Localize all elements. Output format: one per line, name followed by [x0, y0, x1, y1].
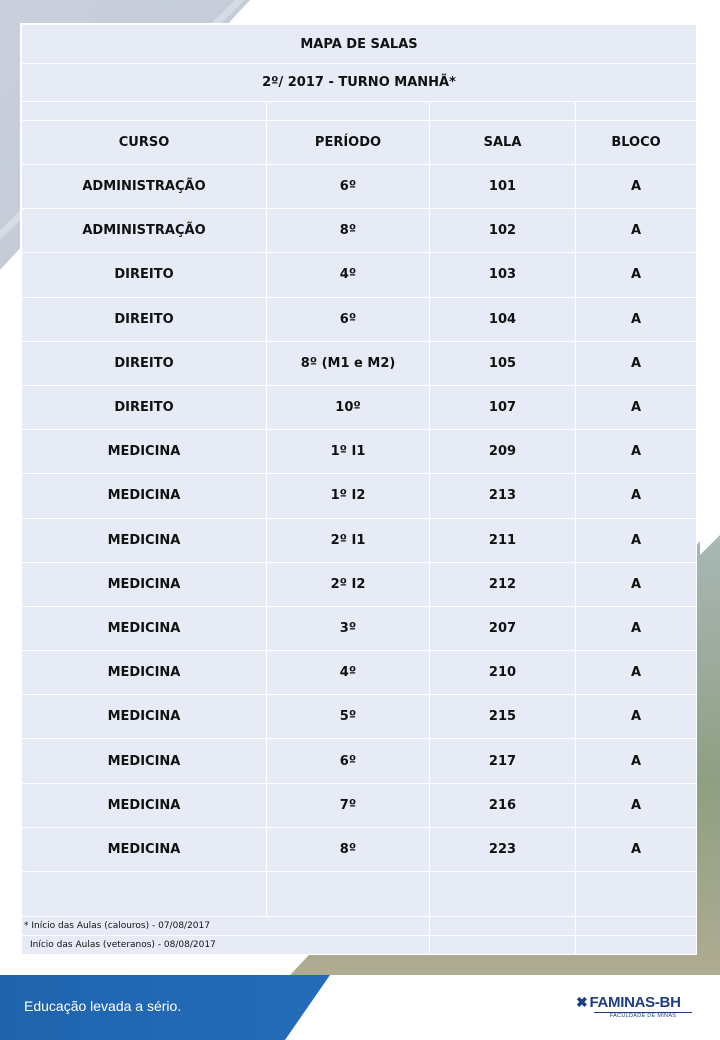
table-row — [22, 474, 697, 518]
logo-wordmark — [576, 994, 694, 1011]
cell-curso: DIREITO — [22, 385, 267, 429]
empty-cell — [576, 917, 697, 936]
spacer-row — [22, 102, 697, 121]
cell-periodo: 6º — [267, 739, 430, 783]
note-row — [22, 936, 697, 955]
cell-periodo: 1º I1 — [267, 430, 430, 474]
logo-text: FAMINAS-BH — [589, 994, 681, 1011]
cell-bloco: A — [576, 385, 697, 429]
cell-bloco: A — [576, 253, 697, 297]
empty-cell — [430, 872, 576, 917]
cell-sala: 102 — [430, 209, 576, 253]
cell-bloco: A — [576, 739, 697, 783]
cell-sala: 217 — [430, 739, 576, 783]
empty-row — [22, 872, 697, 917]
cell-periodo: 10º — [267, 385, 430, 429]
logo-subtext: FACULDADE DE MINAS — [594, 1012, 692, 1019]
cell-curso: DIREITO — [22, 341, 267, 385]
cell-periodo: 6º — [267, 297, 430, 341]
table-row — [22, 253, 697, 297]
empty-cell — [576, 936, 697, 955]
cell-bloco: A — [576, 606, 697, 650]
table-row — [22, 430, 697, 474]
room-map-table — [21, 24, 697, 955]
empty-cell — [22, 872, 267, 917]
cell-curso: MEDICINA — [22, 739, 267, 783]
note-veteranos: Início das Aulas (veteranos) - 08/08/2017 — [22, 936, 430, 955]
header-curso: CURSO — [22, 121, 267, 165]
title-row — [22, 25, 697, 64]
cell-sala: 216 — [430, 783, 576, 827]
cell-bloco: A — [576, 562, 697, 606]
table-row — [22, 341, 697, 385]
cell-curso: ADMINISTRAÇÃO — [22, 209, 267, 253]
cell-bloco: A — [576, 518, 697, 562]
cell-curso: MEDICINA — [22, 606, 267, 650]
cell-sala: 103 — [430, 253, 576, 297]
header-periodo: PERÍODO — [267, 121, 430, 165]
cell-periodo: 4º — [267, 253, 430, 297]
cell-curso: MEDICINA — [22, 474, 267, 518]
cell-bloco: A — [576, 827, 697, 871]
cell-sala: 215 — [430, 695, 576, 739]
empty-cell — [267, 872, 430, 917]
cell-bloco: A — [576, 430, 697, 474]
note-calouros: * Início das Aulas (calouros) - 07/08/2017 — [22, 917, 430, 936]
cell-periodo: 5º — [267, 695, 430, 739]
spacer-cell — [430, 102, 576, 121]
table-row — [22, 297, 697, 341]
cell-bloco: A — [576, 165, 697, 209]
subtitle-row — [22, 64, 697, 102]
cell-periodo: 7º — [267, 783, 430, 827]
page-subtitle: 2º/ 2017 - TURNO MANHÃ* — [22, 64, 697, 102]
cell-curso: MEDICINA — [22, 430, 267, 474]
cell-bloco: A — [576, 297, 697, 341]
cell-bloco: A — [576, 783, 697, 827]
table-row — [22, 827, 697, 871]
footer-slogan: Educação levada a sério. — [24, 998, 182, 1014]
cell-bloco: A — [576, 695, 697, 739]
cell-bloco: A — [576, 341, 697, 385]
cell-curso: MEDICINA — [22, 695, 267, 739]
cell-sala: 209 — [430, 430, 576, 474]
cell-periodo: 8º (M1 e M2) — [267, 341, 430, 385]
cell-bloco: A — [576, 209, 697, 253]
table-row — [22, 562, 697, 606]
cell-sala: 223 — [430, 827, 576, 871]
cell-periodo: 2º I2 — [267, 562, 430, 606]
page-title: MAPA DE SALAS — [22, 25, 697, 64]
cell-periodo: 8º — [267, 827, 430, 871]
cell-sala: 212 — [430, 562, 576, 606]
cell-sala: 211 — [430, 518, 576, 562]
room-map-sheet — [20, 23, 697, 955]
cell-periodo: 3º — [267, 606, 430, 650]
cell-sala: 101 — [430, 165, 576, 209]
cell-sala: 105 — [430, 341, 576, 385]
cell-bloco: A — [576, 651, 697, 695]
cell-periodo: 2º I1 — [267, 518, 430, 562]
note-row — [22, 917, 697, 936]
table-row — [22, 209, 697, 253]
cell-curso: DIREITO — [22, 253, 267, 297]
cell-curso: MEDICINA — [22, 827, 267, 871]
cell-periodo: 1º I2 — [267, 474, 430, 518]
empty-cell — [576, 872, 697, 917]
cell-periodo: 4º — [267, 651, 430, 695]
cell-sala: 213 — [430, 474, 576, 518]
cell-curso: MEDICINA — [22, 783, 267, 827]
cell-sala: 210 — [430, 651, 576, 695]
spacer-cell — [576, 102, 697, 121]
cell-curso: ADMINISTRAÇÃO — [22, 165, 267, 209]
cell-curso: MEDICINA — [22, 651, 267, 695]
table-row — [22, 606, 697, 650]
table-row — [22, 651, 697, 695]
header-row — [22, 121, 697, 165]
cell-sala: 104 — [430, 297, 576, 341]
table-row — [22, 695, 697, 739]
empty-cell — [430, 917, 576, 936]
table-row — [22, 165, 697, 209]
cell-curso: DIREITO — [22, 297, 267, 341]
header-bloco: BLOCO — [576, 121, 697, 165]
cell-curso: MEDICINA — [22, 518, 267, 562]
cell-sala: 207 — [430, 606, 576, 650]
table-row — [22, 783, 697, 827]
faminas-logo — [576, 994, 694, 1022]
spacer-cell — [267, 102, 430, 121]
cell-sala: 107 — [430, 385, 576, 429]
cell-curso: MEDICINA — [22, 562, 267, 606]
table-row — [22, 518, 697, 562]
header-sala: SALA — [430, 121, 576, 165]
cell-bloco: A — [576, 474, 697, 518]
empty-cell — [430, 936, 576, 955]
spacer-cell — [22, 102, 267, 121]
table-row — [22, 385, 697, 429]
cell-periodo: 8º — [267, 209, 430, 253]
cell-periodo: 6º — [267, 165, 430, 209]
logo-x-icon: ✖ — [576, 994, 588, 1010]
table-row — [22, 739, 697, 783]
